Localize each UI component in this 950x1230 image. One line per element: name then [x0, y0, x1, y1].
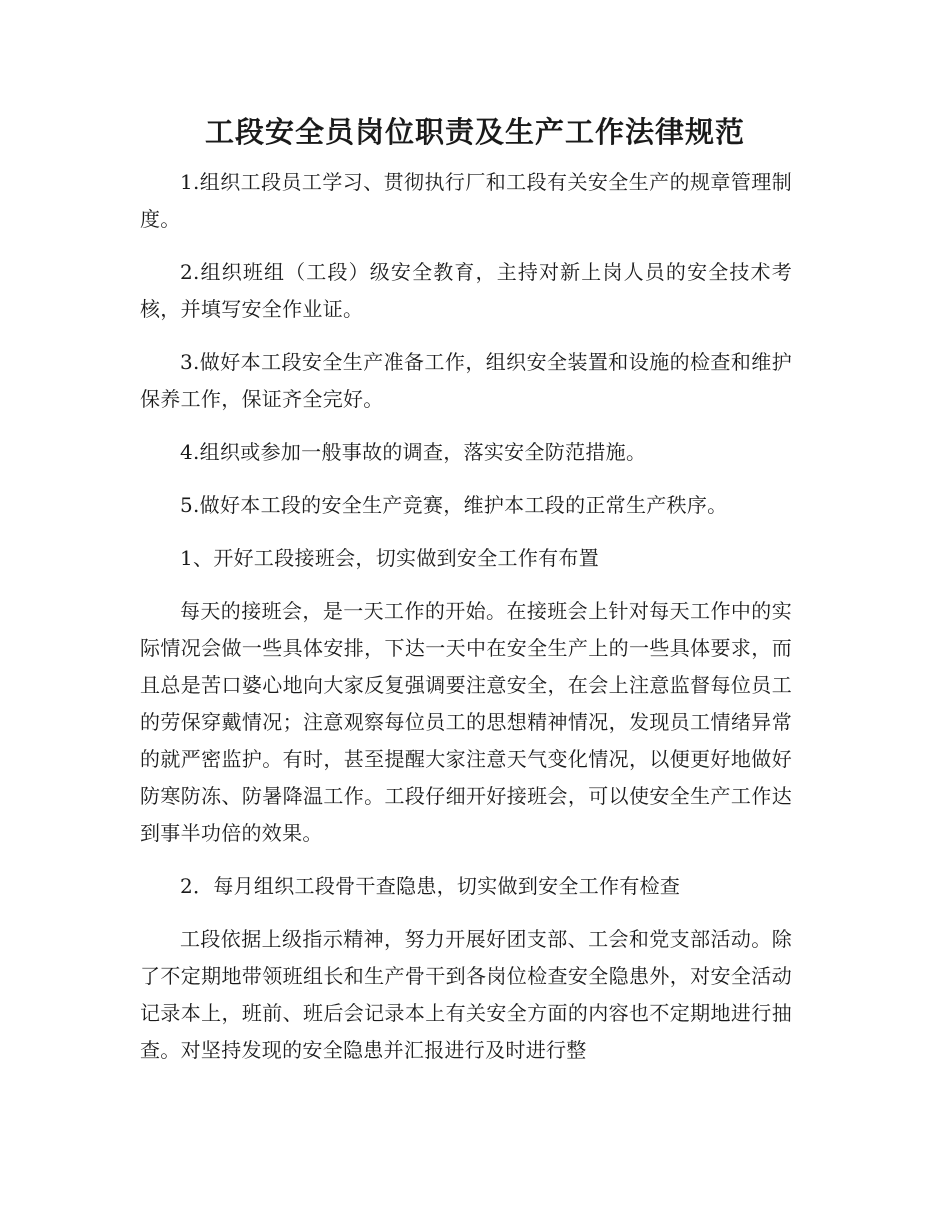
paragraph-duty-1: 1.组织工段员工学习、贯彻执行厂和工段有关安全生产的规章管理制度。: [140, 170, 792, 231]
paragraph-duty-5: 5.做好本工段的安全生产竞赛，维护本工段的正常生产秩序。: [180, 493, 728, 517]
paragraph-duty-4: 4.组织或参加一般事故的调查，落实安全防范措施。: [180, 440, 647, 464]
section-heading-meeting: 1、开好工段接班会，切实做到安全工作有布置: [180, 546, 600, 570]
paragraph-inspection: 工段依据上级指示精神，努力开展好团支部、工会和党支部活动。除了不定期地带领班组长和生产骨干到各岗位检查安全隐患外，对安全活动记录本上，班前、班后会记录本上有关安全方面的内容也不定期地进行抽查。对坚持发现的安全隐患并汇报进行及时进行整: [140, 927, 792, 1062]
document-title: 工段安全员岗位职责及生产工作法律规范: [204, 115, 745, 149]
document-body: [140, 164, 792, 1085]
paragraph-duty-2: 2.组织班组（工段）级安全教育，主持对新上岗人员的安全技术考核，并填写安全作业证。: [140, 260, 792, 321]
paragraph-meeting: 每天的接班会，是一天工作的开始。在接班会上针对每天工作中的实际情况会做一些具体安排，下达一天中在安全生产上的一些具体要求，而且总是苦口婆心地向大家反复强调要注意安全，在会上注意监督每位员工的劳保穿戴情况；注意观察每位员工的思想精神情况，发现员工情绪异常的就严密监护。有时，甚至提醒大家注意天气变化情况，以便更好地做好防寒防冻、防暑降温工作。工段仔细开好接班会，可以使安全生产工作达到事半功倍的效果。: [140, 599, 792, 845]
paragraph-duty-3: 3.做好本工段安全生产准备工作，组织安全装置和设施的检查和维护保养工作，保证齐全完好。: [140, 350, 792, 411]
section-heading-inspection: 2．每月组织工段骨干查隐患，切实做到安全工作有检查: [180, 874, 681, 898]
